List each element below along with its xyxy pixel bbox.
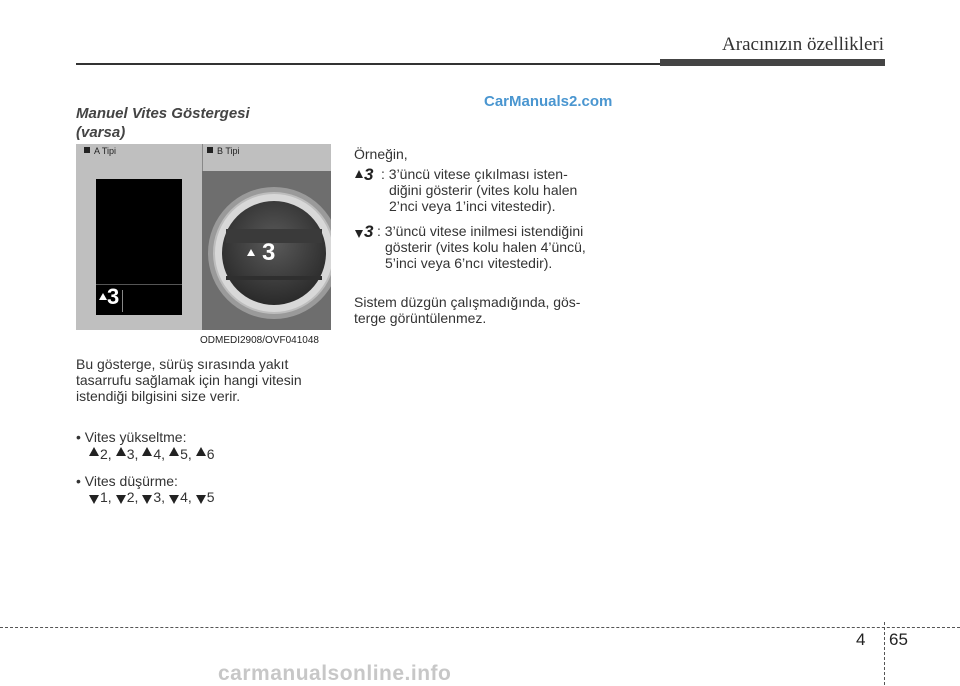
- downshift-item: 3 ,: [142, 489, 165, 505]
- down-arrow-icon: [196, 495, 206, 504]
- section-title-main: Manuel Vites Göstergesi: [76, 105, 250, 122]
- footer-rule: [0, 627, 960, 628]
- chapter-number: 4: [856, 630, 866, 649]
- display-b-gear: 3: [262, 239, 276, 266]
- malfunction-note: Sistem düzgün çalışmadığında, gös- terge görüntülenmez.: [354, 294, 581, 326]
- intro-paragraph: Bu gösterge, sürüş sırasında yakıt tasarrufu sağlamak için hangi vitesin istendiği bilgisini size verir.: [76, 356, 302, 404]
- down-arrow-icon: [142, 495, 152, 504]
- figure-label-b: B Tipi: [207, 146, 240, 156]
- watermark-top[interactable]: CarManuals2.com: [484, 93, 613, 110]
- upshift-explanation: : 3’üncü vitese çıkılması isten- diğini gösterir (vites kolu halen 2’nci veya 1’inci vitestedir).: [381, 166, 578, 214]
- down-arrow-icon: [355, 230, 363, 238]
- header-rule-accent: [660, 59, 885, 66]
- watermark-bottom[interactable]: carmanualsonline.info: [218, 662, 452, 685]
- upshift-label: • Vites yükseltme:: [76, 429, 187, 445]
- header-rule: [76, 63, 660, 65]
- footer-divider: [884, 622, 885, 685]
- upshift-item: 3 ,: [116, 446, 139, 462]
- up-arrow-icon: [169, 447, 179, 456]
- up-arrow-icon: [116, 447, 126, 456]
- display-b-panel: [202, 171, 331, 330]
- page-number: 65: [889, 630, 908, 649]
- square-bullet-icon: [84, 147, 90, 153]
- upshift-item: 5 ,: [169, 446, 192, 462]
- display-a-screen: [96, 179, 182, 315]
- figure-caption: ODMEDI2908/OVF041048: [200, 335, 319, 346]
- downshift-3-icon: 3: [355, 222, 381, 242]
- downshift-item: 5: [196, 489, 215, 505]
- downshift-item: 2 ,: [116, 489, 139, 505]
- upshift-item: 4 ,: [142, 446, 165, 462]
- display-a-gear: 3: [107, 284, 120, 309]
- downshift-item: 1 ,: [89, 489, 112, 505]
- downshift-sequence: [89, 489, 215, 505]
- upshift-item: 6: [196, 446, 215, 462]
- downshift-explanation: : 3’üncü vitese inilmesi istendiğini gösterir (vites kolu halen 4’üncü, 5’inci veya 6’ncı vitestedir).: [377, 223, 586, 271]
- section-title: [76, 104, 250, 142]
- downshift-label: • Vites düşürme:: [76, 473, 178, 489]
- upshift-3-icon: 3: [355, 165, 381, 185]
- square-bullet-icon: [207, 147, 213, 153]
- example-label: Örneğin,: [354, 146, 408, 162]
- up-arrow-icon: [142, 447, 152, 456]
- up-arrow-icon: [196, 447, 206, 456]
- section-title-note: (varsa): [76, 124, 126, 141]
- gear-indicator-figure: [76, 144, 331, 330]
- upshift-arrow-icon: [99, 293, 107, 300]
- gauge-band-lower: [226, 276, 322, 280]
- chapter-title: Aracınızın özellikleri: [722, 34, 884, 55]
- upshift-sequence: [89, 446, 215, 462]
- upshift-item: 2 ,: [89, 446, 112, 462]
- downshift-item: 4 ,: [169, 489, 192, 505]
- down-arrow-icon: [169, 495, 179, 504]
- up-arrow-icon: [89, 447, 99, 456]
- figure-label-a: A Tipi: [84, 146, 116, 156]
- down-arrow-icon: [116, 495, 126, 504]
- up-arrow-icon: [355, 170, 363, 178]
- display-a-marker: [122, 290, 123, 312]
- down-arrow-icon: [89, 495, 99, 504]
